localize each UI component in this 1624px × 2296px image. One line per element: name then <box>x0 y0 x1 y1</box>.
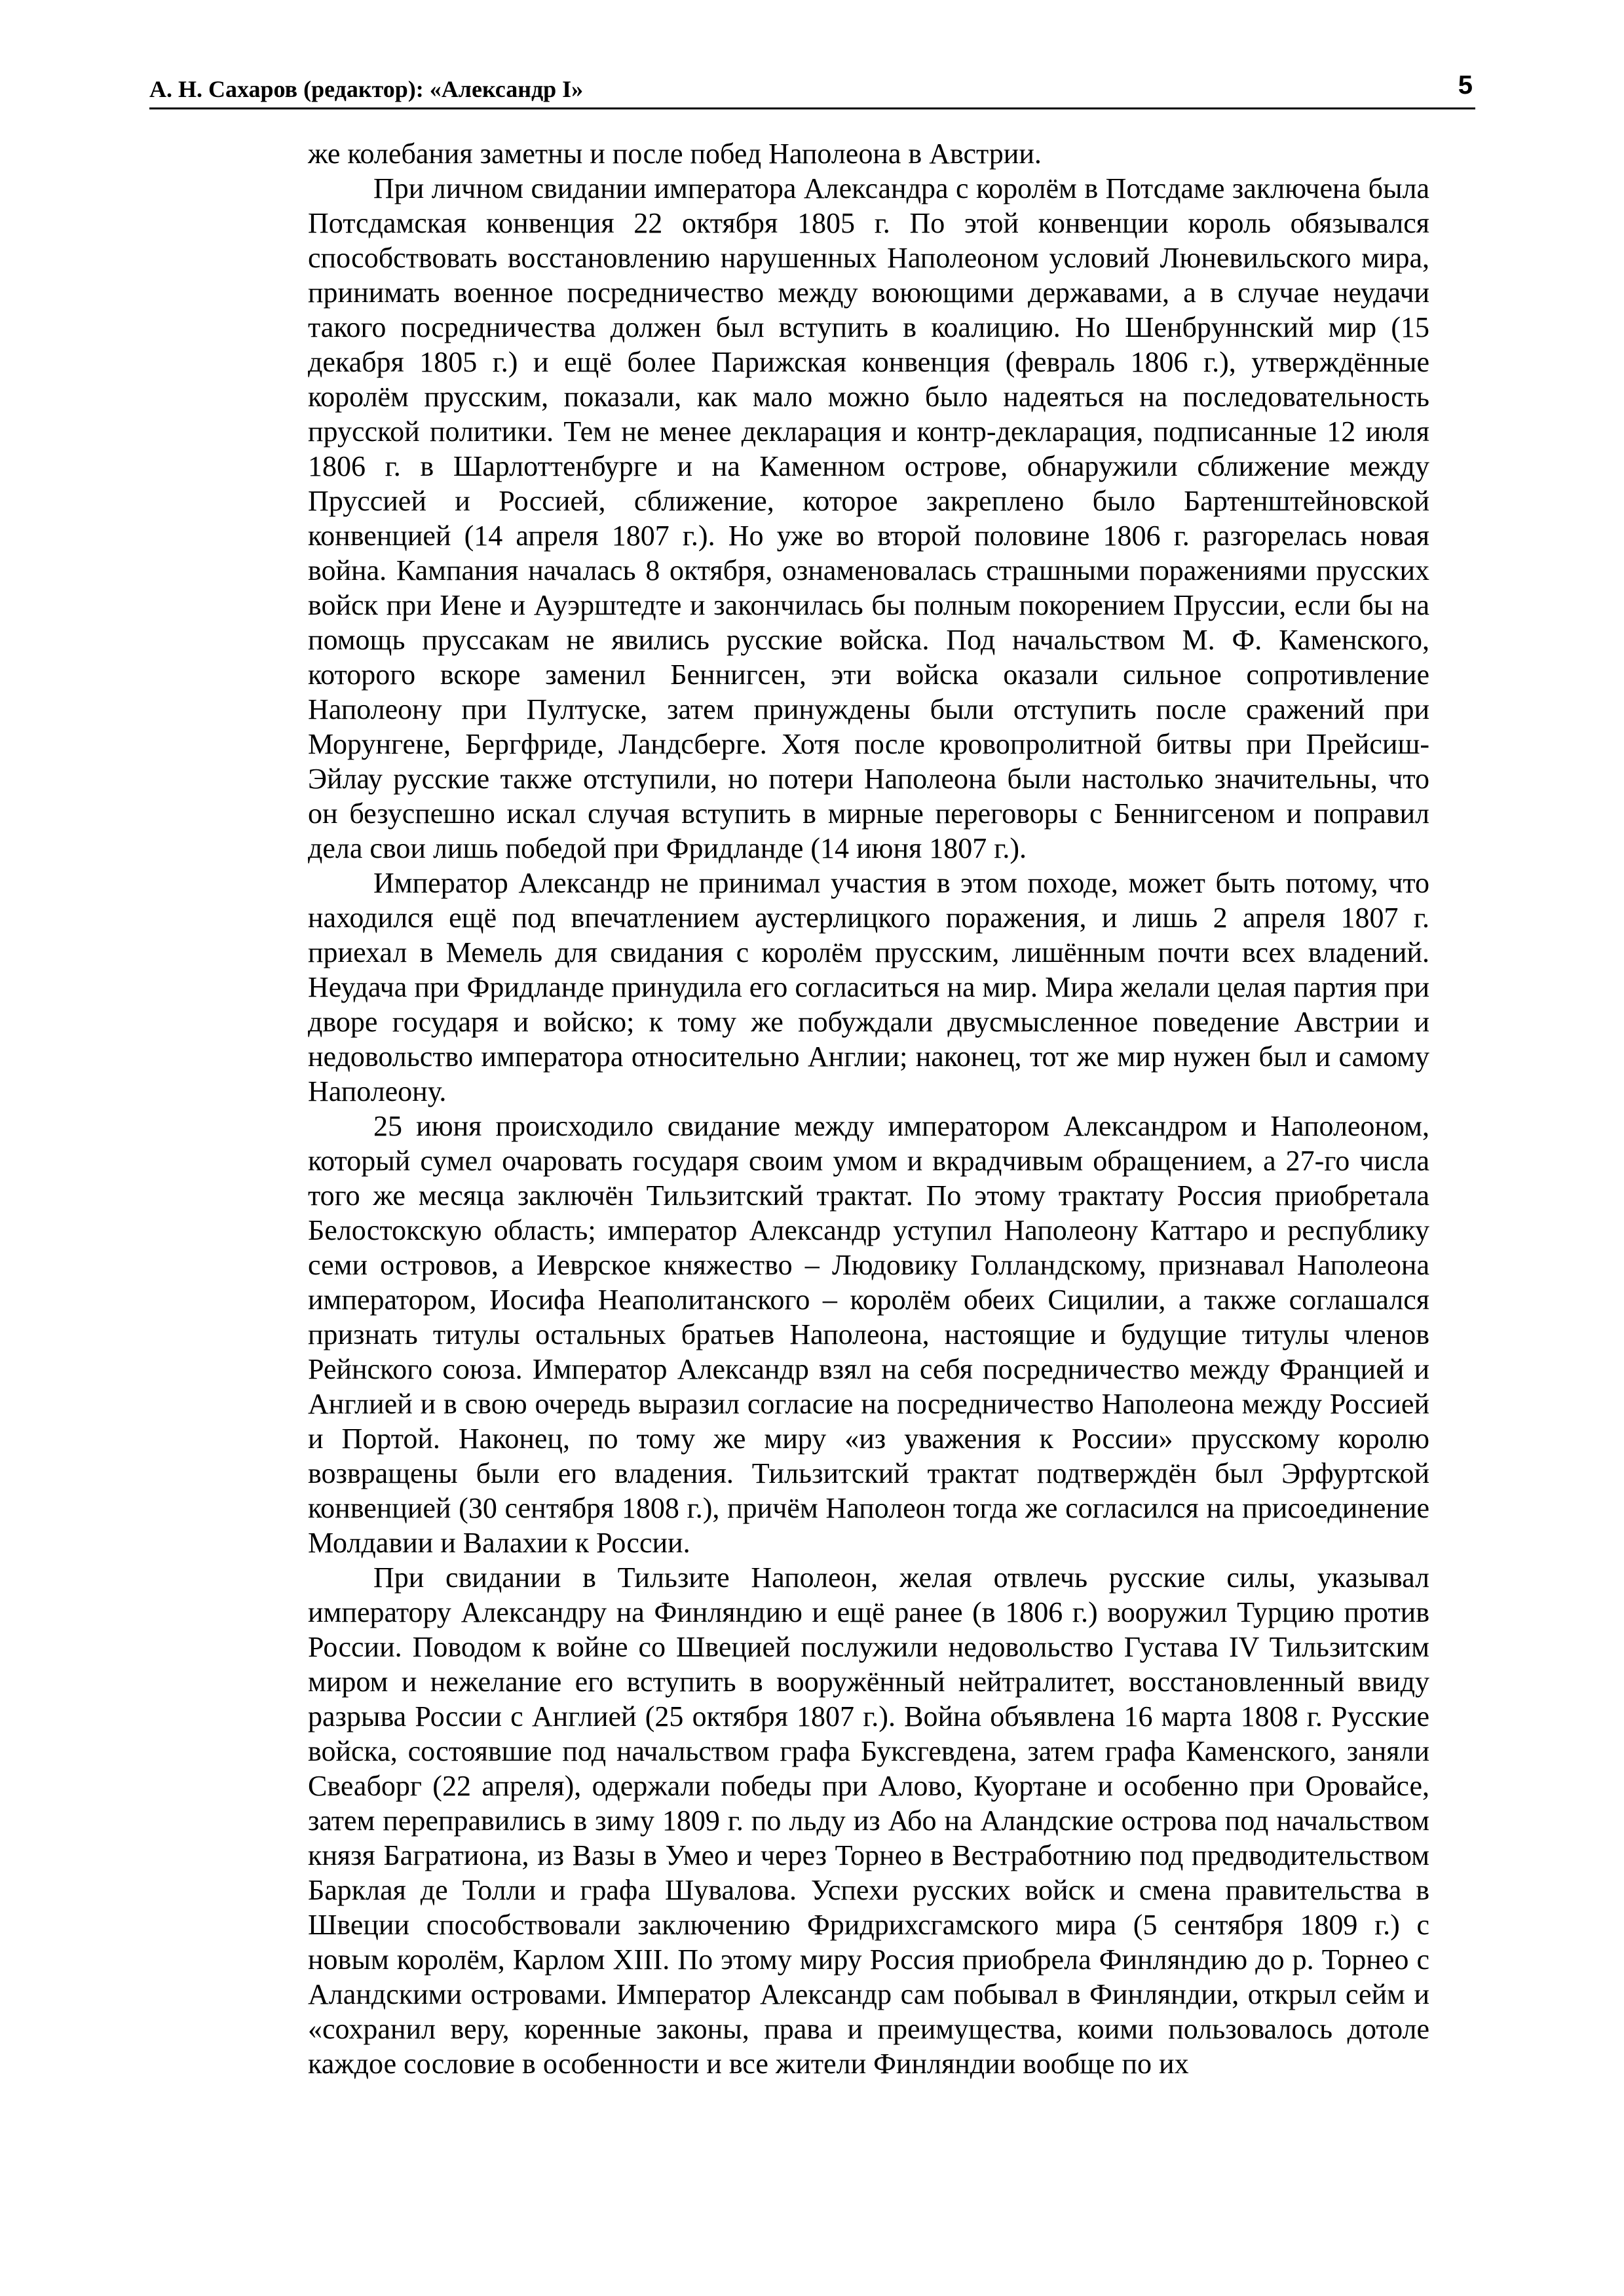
body-text <box>308 136 1429 2081</box>
paragraph: При свидании в Тильзите Наполеон, желая отвлечь русские силы, указывал императору Александру на Финляндию и ещё ранее (в 1806 г.) вооружил Турцию против России. Поводом к войне со Швецией послужили недовольство Густава IV Тильзитским миром и нежелание его вступить в вооружённый нейтралитет, восстановленный ввиду разрыва России с Англией (25 октября 1807 г.). Война объявлена 16 марта 1808 г. Русские войска, состоявшие под начальством графа Буксгевдена, затем графа Каменского, заняли Свеаборг (22 апреля), одержали победы при Алово, Куортане и особенно при Оровайсе, затем переправились в зиму 1809 г. по льду из Або на Аландские острова под начальством князя Багратиона, из Вазы в Умео и через Торнео в Вестработнию под предводительством Барклая де Толли и графа Шувалова. Успехи русских войск и смена правительства в Швеции способствовали заключению Фридрихсгамского мира (5 сентября 1809 г.) с новым королём, Карлом XIII. По этому миру Россия приобрела Финляндию до р. Торнео с Аландскими островами. Император Александр сам побывал в Финляндии, открыл сейм и «сохранил веру, коренные законы, права и преимущества, коими пользовалось дотоле каждое сословие в особенности и все жители Финляндии вообще по их <box>308 1561 1429 2080</box>
page-header <box>149 71 1475 109</box>
running-title: А. Н. Сахаров (редактор): «Александр I» <box>149 76 584 102</box>
paragraph-continuation: же колебания заметны и после побед Наполеона в Австрии. <box>308 138 1042 170</box>
paragraph: Император Александр не принимал участия в этом походе, может быть потому, что находился ещё под впечатлением аустерлицкого поражения, и лишь 2 апреля 1807 г. приехал в Мемель для свидания с королём прусским, лишённым почти всех владений. Неудача при Фридланде принудила его согласиться на мир. Мира желали целая партия при дворе государя и войско; к тому же побуждали двусмысленное поведение Австрии и недовольство императора относительно Англии; наконец, тот же мир нужен был и самому Наполеону. <box>308 867 1429 1107</box>
paragraph: При личном свидании императора Александра с королём в Потсдаме заключена была Потсдамская конвенция 22 октября 1805 г. По этой конвенции король обязывался способствовать восстановлению нарушенных Наполеоном условий Люневильского мира, принимать военное посредничество между воюющими державами, а в случае неудачи такого посредничества должен был вступить в коалицию. Но Шенбруннский мир (15 декабря 1805 г.) и ещё более Парижская конвенция (февраль 1806 г.), утверждённые королём прусским, показали, как мало можно было надеяться на последовательность прусской политики. Тем не менее декларация и контр-декларация, подписанные 12 июля 1806 г. в Шарлоттенбурге и на Каменном острове, обнаружили сближение между Пруссией и Россией, сближение, которое закреплено было Бартенштейновской конвенцией (14 апреля 1807 г.). Но уже во второй половине 1806 г. разгорелась новая война. Кампания началась 8 октября, ознаменовалась страшными поражениями прусских войск при Иене и Ауэрштедте и закончилась бы полным покорением Пруссии, если бы на помощь пруссакам не явились русские войска. Под начальством М. Ф. Каменского, которого вскоре заменил Беннигсен, эти войска оказали сильное сопротивление Наполеону при Пултуске, затем принуждены были отступить после сражений при Морунгене, Бергфриде, Ландсберге. Хотя после кровопролитной битвы при Прейсиш-Эйлау русские также отступили, но потери Наполеона были настолько значительны, что он безуспешно искал случая вступить в мирные переговоры с Беннигсеном и поправил дела свои лишь победой при Фридланде (14 июня 1807 г.). <box>308 172 1429 864</box>
paragraph: 25 июня происходило свидание между императором Александром и Наполеоном, который сумел очаровать государя своим умом и вкрадчивым обращением, а 27-го числа того же месяца заключён Тильзитский трактат. По этому трактату Россия приобретала Белостокскую область; император Александр уступил Наполеону Каттаро и республику семи островов, а Иеврское княжество – Людовику Голландскому, признавал Наполеона императором, Иосифа Неаполитанского – королём обеих Сицилии, а также соглашался признать титулы остальных братьев Наполеона, настоящие и будущие титулы членов Рейнского союза. Император Александр взял на себя посредничество между Францией и Англией и в свою очередь выразил согласие на посредничество Наполеона между Россией и Портой. Наконец, по тому же миру «из уважения к России» прусскому королю возвращены были его владения. Тильзитский трактат подтверждён был Эрфуртской конвенцией (30 сентября 1808 г.), причём Наполеон тогда же согласился на присоединение Молдавии и Валахии к России. <box>308 1110 1429 1559</box>
page-number: 5 <box>1458 71 1473 100</box>
